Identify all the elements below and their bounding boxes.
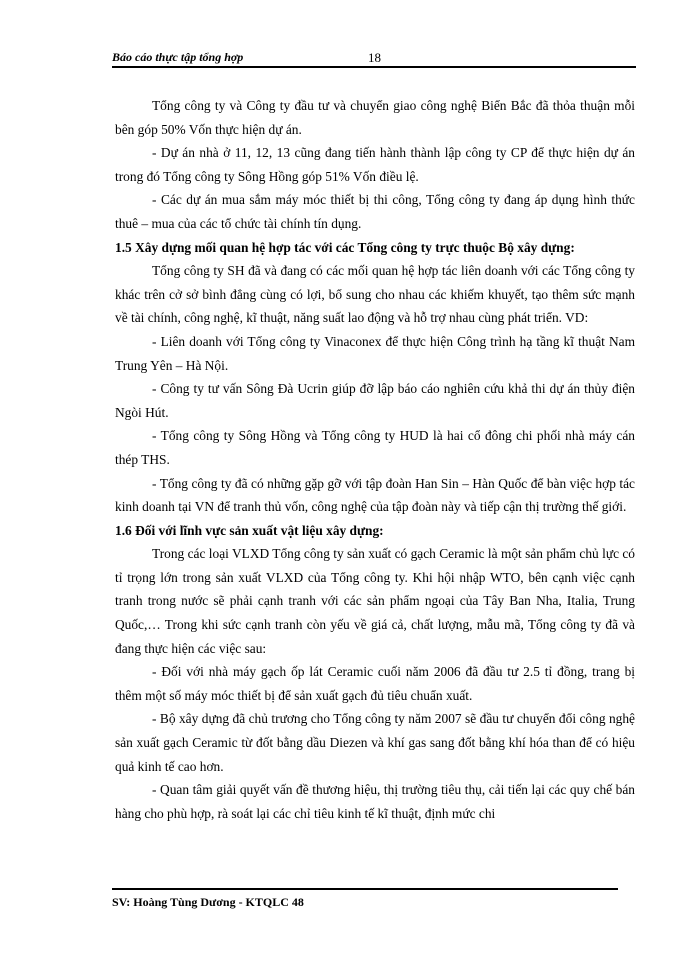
paragraph: - Liên doanh với Tổng công ty Vinaconex để thực hiện Công trình hạ tầng kĩ thuật Nam Trung Yên – Hà Nội. — [115, 333, 635, 373]
paragraph: - Đối với nhà máy gạch ốp lát Ceramic cuối năm 2006 đã đầu tư 2.5 tỉ đồng, trang bị thêm một số máy móc thiết bị để sản xuất gạch đủ tiêu chuẩn xuất. — [115, 664, 635, 703]
paragraph: - Quan tâm giải quyết vấn đề thương hiệu, thị trường tiêu thụ, cải tiến lại các quy chế bán hàng cho phù hợp, rà soát lại các chỉ tiêu kinh tế kĩ thuật, định mức chi — [115, 782, 635, 821]
paragraph: - Các dự án mua sắm máy móc thiết bị thi công, Tổng công ty đang áp dụng hình thức thuê – mua của các tổ chức tài chính tín dụng. — [115, 192, 635, 231]
section-heading-1-6: 1.6 Đối với lĩnh vực sản xuất vật liệu xây dựng: — [115, 522, 384, 538]
page-number: 18 — [368, 50, 381, 65]
paragraph: Trong các loại VLXD Tổng công ty sản xuất có gạch Ceramic là một sản phẩm chủ lực có tỉ trọng lớn trong sản xuất VLXD của Tổng công ty. Khi hội nhập WTO, bên cạnh việc cạnh tranh trong nước sẽ phải cạnh tranh với các sản phẩm ngoại của Tây Ban Nha, Italia, Trung Quốc,… Trong khi sức cạnh tranh còn yếu về giá cả, chất lượng, mẫu mã, Tổng công ty đã và đang thực hiện các việc sau: — [115, 546, 636, 656]
page-footer: SV: Hoàng Tùng Dương - KTQLC 48 — [112, 895, 304, 909]
paragraph: - Dự án nhà ở 11, 12, 13 cũng đang tiến hành thành lập công ty CP để thực hiện dự án trong đó Tổng công ty Sông Hồng góp 51% Vốn điều lệ. — [115, 145, 635, 184]
section-heading-1-5: 1.5 Xây dựng mối quan hệ hợp tác với các Tổng công ty trực thuộc Bộ xây dựng: — [115, 239, 575, 255]
header-rule — [112, 66, 636, 68]
body-text — [115, 94, 635, 825]
paragraph: - Tổng công ty Sông Hồng và Tổng công ty HUD là hai cổ đông chi phối nhà máy cán thép THS. — [115, 428, 635, 467]
footer-rule — [112, 888, 618, 890]
paragraph: Tổng công ty và Công ty đầu tư và chuyển giao công nghệ Biển Bắc đã thỏa thuận mỗi bên góp 50% Vốn thực hiện dự án. — [115, 98, 635, 137]
paragraph: Tổng công ty SH đã và đang có các mối quan hệ hợp tác liên doanh với các Tổng công ty khác trên cở sở bình đẳng cùng có lợi, bổ sung cho nhau các khiếm khuyết, tạo thêm sức mạnh về tài chính, công nghệ, kĩ thuật, năng suất lao động và hỗ trợ nhau cùng phát triển. VD: — [115, 263, 635, 326]
paragraph: - Bộ xây dựng đã chủ trương cho Tổng công ty năm 2007 sẽ đầu tư chuyển đổi công nghệ sản xuất gạch Ceramic từ đốt bằng dầu Diezen và khí gas sang đốt bằng khí hóa than để có hiệu quả kinh tế cao hơn. — [115, 711, 635, 774]
paragraph: - Tổng công ty đã có những gặp gỡ với tập đoàn Han Sin – Hàn Quốc để bàn việc hợp tác kinh doanh tại VN để tranh thủ vốn, công nghệ của tập đoàn này và tiếp cận thị trường thế giới. — [115, 475, 635, 515]
paragraph: - Công ty tư vấn Sông Đà Ucrin giúp đỡ lập báo cáo nghiên cứu khả thi dự án thủy điện Ngòi Hút. — [115, 381, 635, 420]
header-title: Báo cáo thực tập tổng hợp — [112, 50, 244, 64]
